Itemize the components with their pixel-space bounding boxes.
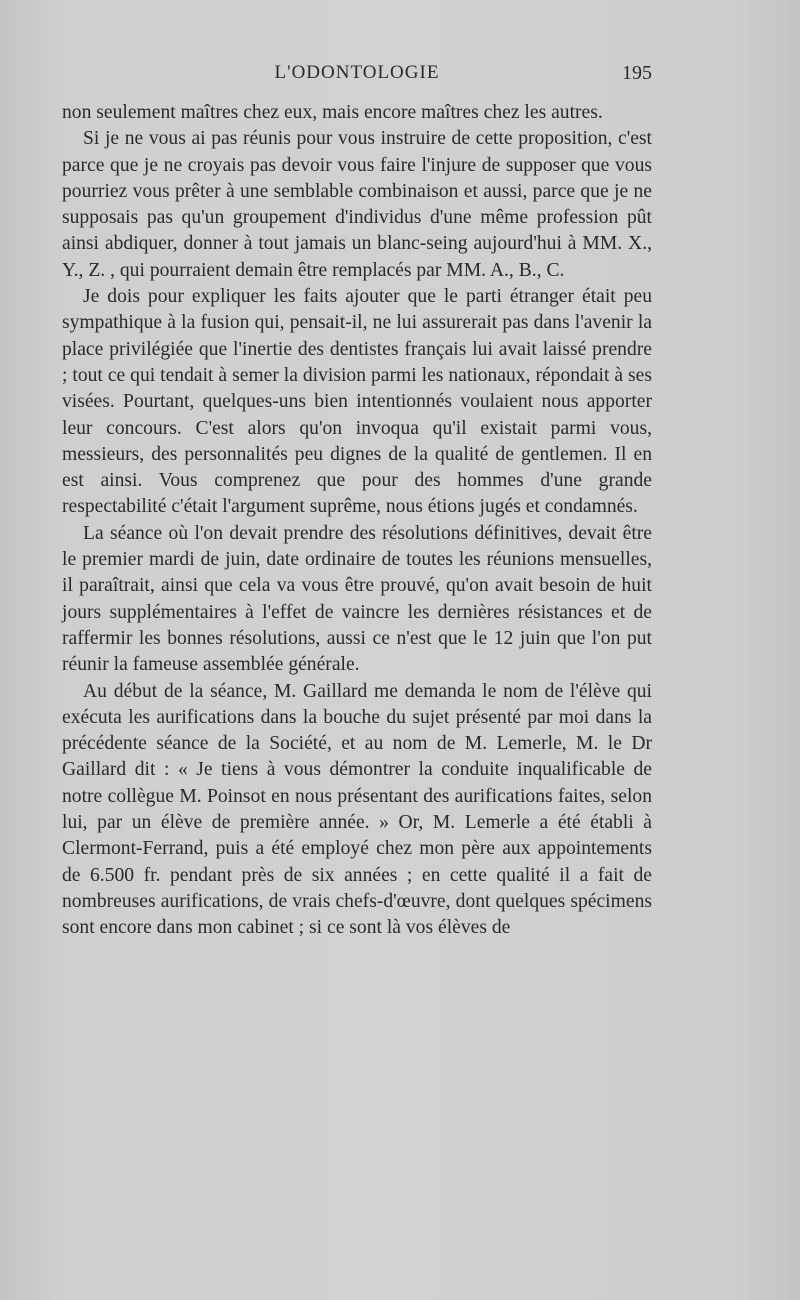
paragraph: Au début de la séance, M. Gaillard me demanda le nom de l'élève qui exécuta les aurifications dans la bouche du sujet présenté par moi dans la précédente séance de la Société, et au nom de M. Lemerle, M. le Dr Gaillard dit : « Je tiens à vous démontrer la conduite inqualificable de notre collègue M. Poinsot en nous présentant des aurifications faites, selon lui, par un élève de première année. » Or, M. Lemerle a été établi à Clermont-Ferrand, puis a été employé chez mon père aux appointements de 6.500 fr. pendant près de six années ; en cette qualité il a fait de nombreuses aurifications, de vrais chefs-d'œuvre, dont quelques spécimens sont encore dans mon cabinet ; si ce sont là vos élèves de: [62, 680, 652, 939]
body-text: [62, 100, 652, 942]
paragraph: Si je ne vous ai pas réunis pour vous instruire de cette proposition, c'est parce que je ne croyais pas devoir vous faire l'injure de supposer que vous pourriez vous prêter à une semblable combinaison et aussi, parce que je ne supposais pas qu'un groupement d'individus d'une même profession pût ainsi abdiquer, donner à tout jamais un blanc-seing aujourd'hui à MM. X., Y., Z. , qui pourraient demain être remplacés par MM. A., B., C.: [62, 128, 652, 281]
paragraph: La séance où l'on devait prendre des résolutions définitives, devait être le premier mardi de juin, date ordinaire de toutes les réunions mensuelles, il paraîtrait, ainsi que cela va vous être prouvé, qu'on avait besoin de huit jours supplémentaires à l'effet de vaincre les dernières résistances et de raffermir les bonnes résolutions, aussi ce n'est que le 12 juin que l'on put réunir la fameuse assemblée générale.: [62, 522, 652, 676]
running-title: L'ODONTOLOGIE: [274, 62, 440, 83]
running-head: [62, 62, 652, 90]
paragraph-continuation: non seulement maîtres chez eux, mais encore maîtres chez les autres.: [62, 102, 603, 123]
page-number: 195: [622, 62, 652, 84]
paragraph: Je dois pour expliquer les faits ajouter que le parti étranger était peu sympathique à la fusion qui, pensait-il, ne lui assurerait pas dans l'avenir la place privilégiée que l'inertie des dentistes français lui avait laissé prendre ; tout ce qui tendait à semer la division parmi les nationaux, répondait à ses visées. Pourtant, quelques-uns bien intentionnés voulaient nous apporter leur concours. C'est alors qu'on invoqua qu'il existait parmi vous, messieurs, des personnalités peu dignes de la qualité de gentlemen. Il en est ainsi. Vous comprenez que pour des hommes d'une grande respectabilité c'était l'argument suprême, nous étions jugés et condamnés.: [62, 286, 652, 518]
